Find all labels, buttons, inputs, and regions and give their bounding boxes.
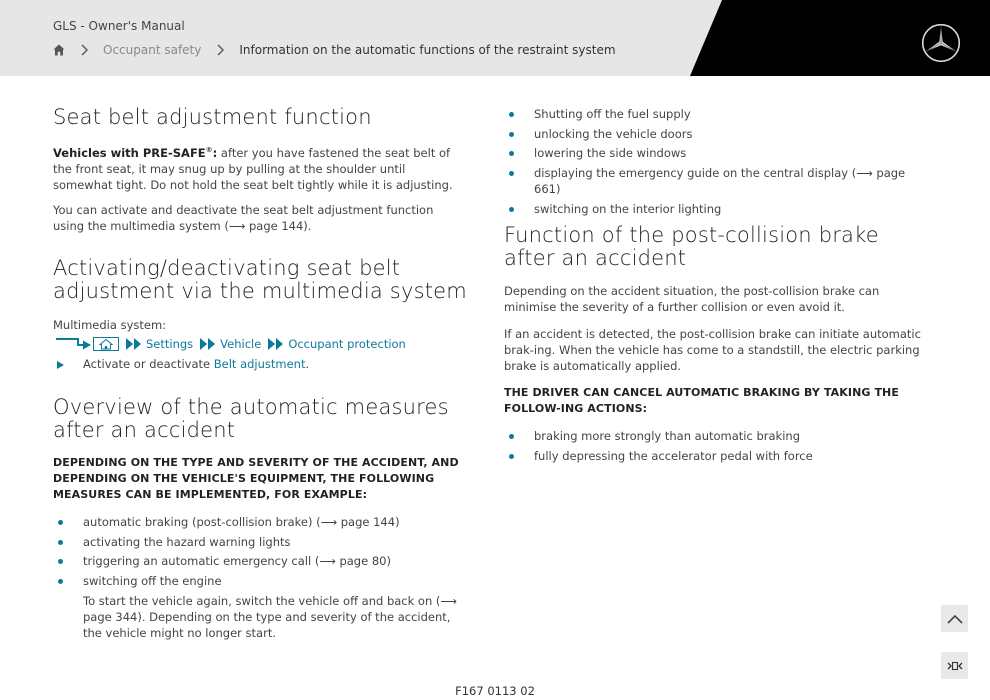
menu-settings[interactable]: Settings — [146, 337, 194, 351]
section-title-post-collision-brake: Function of the post-collision brake after an accident — [504, 223, 879, 270]
bullet-dot — [58, 579, 63, 584]
home-icon[interactable] — [53, 44, 65, 56]
driver-cancel-caps-text: THE DRIVER CAN CANCEL AUTOMATIC BRAKING BY TAKING THE FOLLOW-ING ACTIONS: — [504, 386, 899, 415]
double-chevron-icon — [199, 338, 217, 350]
list-item: lowering the side windows — [504, 145, 924, 161]
menu-path — [56, 336, 406, 352]
home-button-icon[interactable] — [93, 337, 119, 351]
step-triangle-icon — [57, 361, 64, 369]
fit-page-button[interactable] — [941, 652, 968, 679]
engine-note: To start the vehicle again, switch the vehicle off and back on (⟶ page 344). Depending on the type and severity of the accident, the vehicle might no longer start. — [83, 594, 457, 641]
section-title-activating-deactivating: Activating/deactivating seat belt adjustment via the multimedia system — [53, 256, 467, 303]
header-bar — [0, 0, 990, 76]
list-item: braking more strongly than automatic braking — [504, 428, 924, 444]
instruction-step — [53, 356, 463, 372]
measures-list — [53, 514, 468, 645]
breadcrumb — [53, 42, 616, 58]
measures-list-continued — [504, 106, 924, 220]
list-item: fully depressing the accelerator pedal with force — [504, 448, 924, 464]
registered-mark: ® — [205, 146, 213, 154]
bullet-dot — [509, 112, 514, 117]
double-chevron-icon — [267, 338, 285, 350]
bullet-dot — [509, 434, 514, 439]
cancel-actions-list — [504, 428, 924, 467]
chevron-right-icon — [215, 44, 225, 56]
manual-title: GLS - Owner's Manual — [53, 19, 185, 33]
bullet-dot — [509, 171, 514, 176]
list-item: Shutting off the fuel supply — [504, 106, 924, 122]
post-collision-intro-paragraph: Depending on the accident situation, the post-collision brake can minimise the severity of a further collision or even avoid it. — [504, 284, 880, 314]
menu-occupant-protection[interactable]: Occupant protection — [288, 337, 406, 351]
bullet-dot — [509, 207, 514, 212]
list-item: triggering an automatic emergency call (⟶ page 80) — [53, 553, 468, 569]
belt-adjustment-link[interactable]: Belt adjustment — [213, 357, 306, 371]
bullet-dot — [509, 151, 514, 156]
list-item: displaying the emergency guide on the central display (⟶ page 661) — [504, 165, 924, 197]
step-text: Activate or deactivate — [83, 357, 214, 371]
pre-safe-label: Vehicles with PRE-SAFE — [53, 145, 206, 160]
list-item: automatic braking (post-collision brake) (⟶ page 144) — [53, 514, 468, 530]
double-chevron-icon — [125, 338, 143, 350]
mercedes-star-logo — [921, 23, 961, 63]
bullet-dot — [509, 454, 514, 459]
post-collision-detail-paragraph: If an accident is detected, the post-collision brake can initiate automatic brak-ing. When the vehicle has come to a standstill, the electric parking brake is automatically applied. — [504, 327, 921, 373]
breadcrumb-current-page: Information on the automatic functions of the restraint system — [239, 43, 616, 57]
pre-safe-colon: : — [212, 145, 218, 160]
chevron-up-icon — [947, 614, 963, 624]
menu-entry-arrow-icon — [56, 336, 92, 352]
chevron-right-icon — [79, 44, 89, 56]
figure-code: F167 0113 02 — [455, 684, 535, 698]
bullet-dot — [58, 520, 63, 525]
step-end: . — [305, 357, 310, 371]
pre-safe-paragraph — [53, 142, 463, 193]
pre-safe-text: after you have fastened the seat belt of the front seat, it may snug up by pulling at the shoulder until somewhat tight. Do not hold the seat belt tightly while it is adjusting. — [53, 145, 453, 192]
list-item: switching off the engine To start the vehicle again, switch the vehicle off and back on (⟶ page 344). Depending on the type and severity of the accident, the vehicle might no longer start. — [53, 573, 468, 641]
breadcrumb-occupant-safety[interactable]: Occupant safety — [103, 43, 202, 57]
fit-page-icon — [947, 660, 963, 672]
section-title-seat-belt-adjustment: Seat belt adjustment function — [53, 105, 372, 129]
scroll-to-top-button[interactable] — [941, 605, 968, 632]
bullet-dot — [58, 559, 63, 564]
list-item: activating the hazard warning lights — [53, 534, 468, 550]
list-item: unlocking the vehicle doors — [504, 126, 924, 142]
multimedia-system-label: Multimedia system: — [53, 318, 167, 332]
list-item: switching on the interior lighting — [504, 201, 924, 217]
menu-vehicle[interactable]: Vehicle — [220, 337, 262, 351]
measures-caps-text: DEPENDING ON THE TYPE AND SEVERITY OF THE ACCIDENT, AND DEPENDING ON THE VEHICLE'S EQUIPMENT, THE FOLLOWING MEASURES CAN BE IMPLEMENTED, FOR EXAMPLE: — [53, 456, 459, 501]
bullet-dot — [58, 540, 63, 545]
section-title-automatic-measures: Overview of the automatic measures after an accident — [53, 395, 449, 442]
activate-via-multimedia-paragraph: You can activate and deactivate the seat belt adjustment function using the multimedia system (⟶ page 144). — [53, 203, 434, 233]
bullet-dot — [509, 132, 514, 137]
